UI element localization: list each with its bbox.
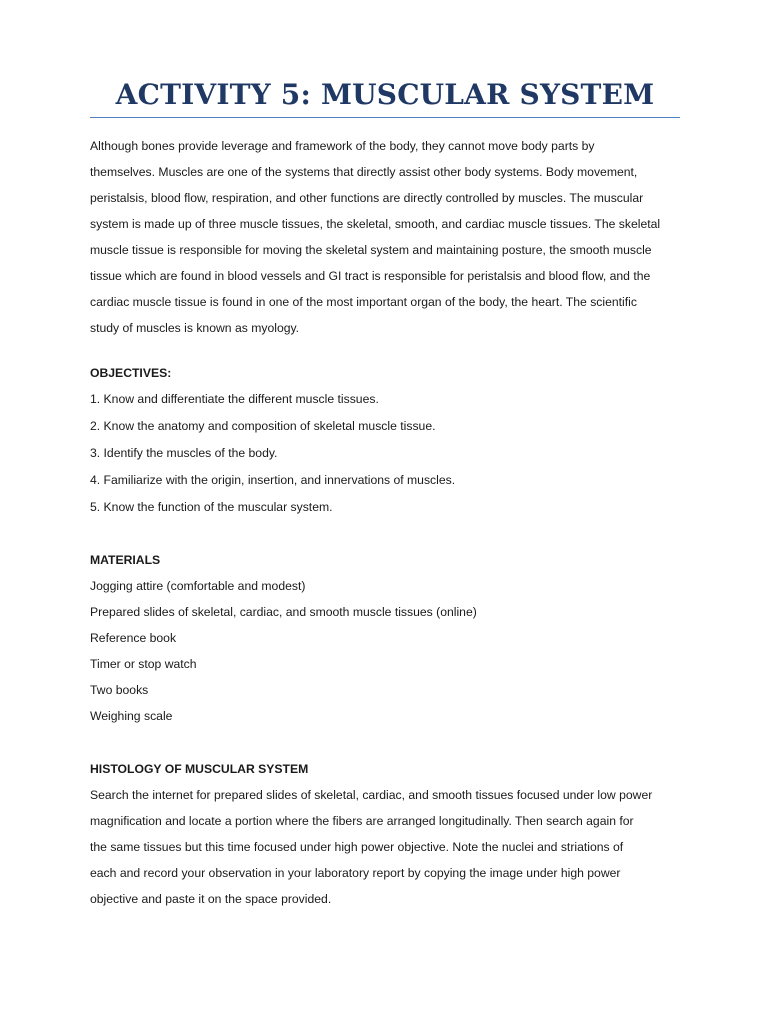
histology-line: objective and paste it on the space provided. [90, 892, 332, 906]
page-title: ACTIVITY 5: MUSCULAR SYSTEM [115, 78, 655, 111]
intro-line: cardiac muscle tissue is found in one of the most important organ of the body, the heart. The scientific [90, 295, 637, 309]
material-item: Jogging attire (comfortable and modest) [90, 579, 306, 593]
intro-line: muscle tissue is responsible for moving the skeletal system and maintaining posture, the smooth muscle [90, 243, 652, 257]
material-item: Two books [90, 683, 149, 697]
title-underline [90, 117, 680, 118]
histology-section [90, 756, 680, 912]
objectives-section [90, 360, 680, 521]
material-item: Timer or stop watch [90, 657, 197, 671]
objectives-heading: OBJECTIVES: [90, 366, 172, 380]
intro-paragraph [90, 133, 680, 341]
intro-line: themselves. Muscles are one of the systems that directly assist other body systems. Body movement, [90, 165, 638, 179]
histology-line: each and record your observation in your laboratory report by copying the image under high power [90, 866, 621, 880]
objective-item: 2. Know the anatomy and composition of skeletal muscle tissue. [90, 419, 436, 433]
document-page [90, 0, 680, 912]
material-item: Reference book [90, 631, 177, 645]
histology-heading: HISTOLOGY OF MUSCULAR SYSTEM [90, 762, 309, 776]
intro-line: study of muscles is known as myology. [90, 321, 300, 335]
objective-item: 3. Identify the muscles of the body. [90, 446, 278, 460]
histology-line: the same tissues but this time focused under high power objective. Note the nuclei and striations of [90, 840, 624, 854]
intro-line: peristalsis, blood flow, respiration, and other functions are directly controlled by muscles. The muscular [90, 191, 644, 205]
intro-line: Although bones provide leverage and framework of the body, they cannot move body parts by [90, 139, 595, 153]
intro-line: system is made up of three muscle tissues, the skeletal, smooth, and cardiac muscle tissues. The skeletal [90, 217, 661, 231]
material-item: Weighing scale [90, 709, 173, 723]
objective-item: 5. Know the function of the muscular system. [90, 500, 333, 514]
materials-heading: MATERIALS [90, 553, 161, 567]
objective-item: 1. Know and differentiate the different muscle tissues. [90, 392, 379, 406]
histology-line: magnification and locate a portion where the fibers are arranged longitudinally. Then search again for [90, 814, 634, 828]
material-item: Prepared slides of skeletal, cardiac, and smooth muscle tissues (online) [90, 605, 477, 619]
materials-section [90, 547, 680, 729]
histology-line: Search the internet for prepared slides of skeletal, cardiac, and smooth tissues focused under low power [90, 788, 653, 802]
intro-line: tissue which are found in blood vessels and GI tract is responsible for peristalsis and blood flow, and the [90, 269, 651, 283]
objective-item: 4. Familiarize with the origin, insertion, and innervations of muscles. [90, 473, 456, 487]
